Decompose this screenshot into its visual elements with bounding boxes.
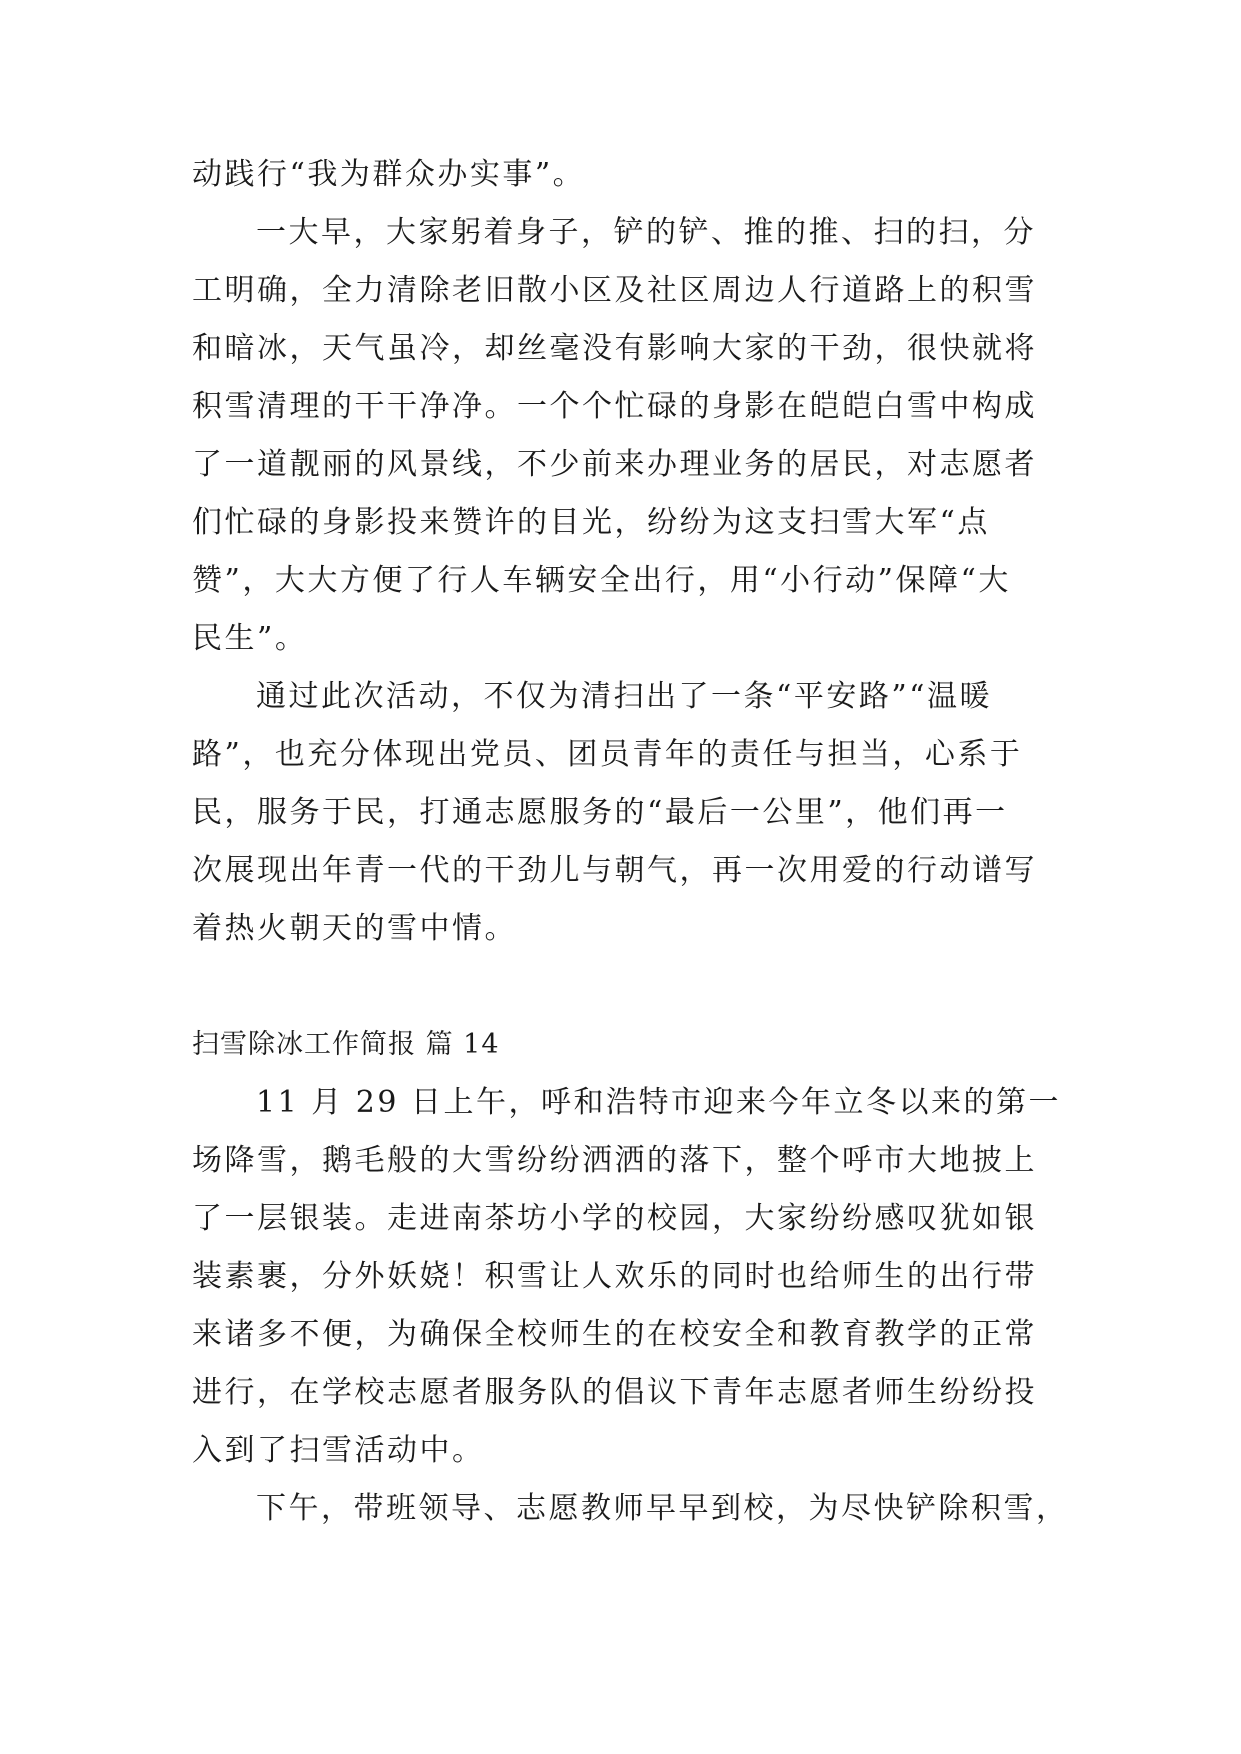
paragraph [192, 1085, 1061, 1492]
text-line: 11 月 29 日上午，呼和浩特市迎来今年立冬以来的第一 [256, 1085, 1061, 1120]
text-line: 了一道靓丽的风景线，不少前来办理业务的居民，对志愿者 [192, 447, 1037, 482]
text-line: 进行，在学校志愿者服务队的倡议下青年志愿者师生纷纷投 [192, 1375, 1037, 1410]
text-line: 了一层银装。走进南茶坊小学的校园，大家纷纷感叹犹如银 [192, 1201, 1037, 1236]
text-line: 装素裹，分外妖娆！积雪让人欢乐的同时也给师生的出行带 [192, 1259, 1037, 1294]
text-line: 工明确，全力清除老旧散小区及社区周边人行道路上的积雪 [192, 273, 1037, 308]
text-line: 们忙碌的身影投来赞许的目光，纷纷为这支扫雪大军“点 [192, 505, 990, 540]
text-line: 民，服务于民，打通志愿服务的“最后一公里”，他们再一 [192, 795, 1008, 830]
paragraph [192, 1491, 1069, 1550]
text-line: 积雪清理的干干净净。一个个忙碌的身影在皑皑白雪中构成 [192, 389, 1037, 424]
paragraph [192, 216, 1052, 680]
text-line: 场降雪，鹅毛般的大雪纷纷洒洒的落下，整个呼市大地披上 [192, 1143, 1037, 1178]
text-line: 动践行“我为群众办实事”。 [192, 157, 586, 192]
text-line: 下午，带班领导、志愿教师早早到校，为尽快铲除积雪， [256, 1491, 1069, 1526]
text-line: 通过此次活动，不仅为清扫出了一条“平安路”“温暖 [256, 679, 993, 714]
text-line: 民生”。 [192, 621, 308, 656]
paragraph [192, 158, 1052, 216]
section-heading: 扫雪除冰工作简报 篇 14 [192, 1029, 500, 1060]
document-page [192, 157, 1069, 1550]
text-line: 路”，也充分体现出党员、团员青年的责任与担当，心系于 [192, 737, 1023, 772]
text-line: 一大早，大家躬着身子，铲的铲、推的推、扫的扫，分 [256, 215, 1036, 250]
text-line: 次展现出年青一代的干劲儿与朝气，再一次用爱的行动谱写 [192, 853, 1037, 888]
text-line: 来诸多不便，为确保全校师生的在校安全和教育教学的正常 [192, 1317, 1037, 1352]
text-line: 和暗冰，天气虽冷，却丝毫没有影响大家的干劲，很快就将 [192, 331, 1037, 366]
paragraph [192, 680, 1052, 970]
text-line: 赞”，大大方便了行人车辆安全出行，用“小行动”保障“大 [192, 563, 1011, 598]
text-line: 入到了扫雪活动中。 [192, 1433, 485, 1468]
section-spacer [192, 970, 1052, 1028]
text-line: 着热火朝天的雪中情。 [192, 911, 517, 946]
